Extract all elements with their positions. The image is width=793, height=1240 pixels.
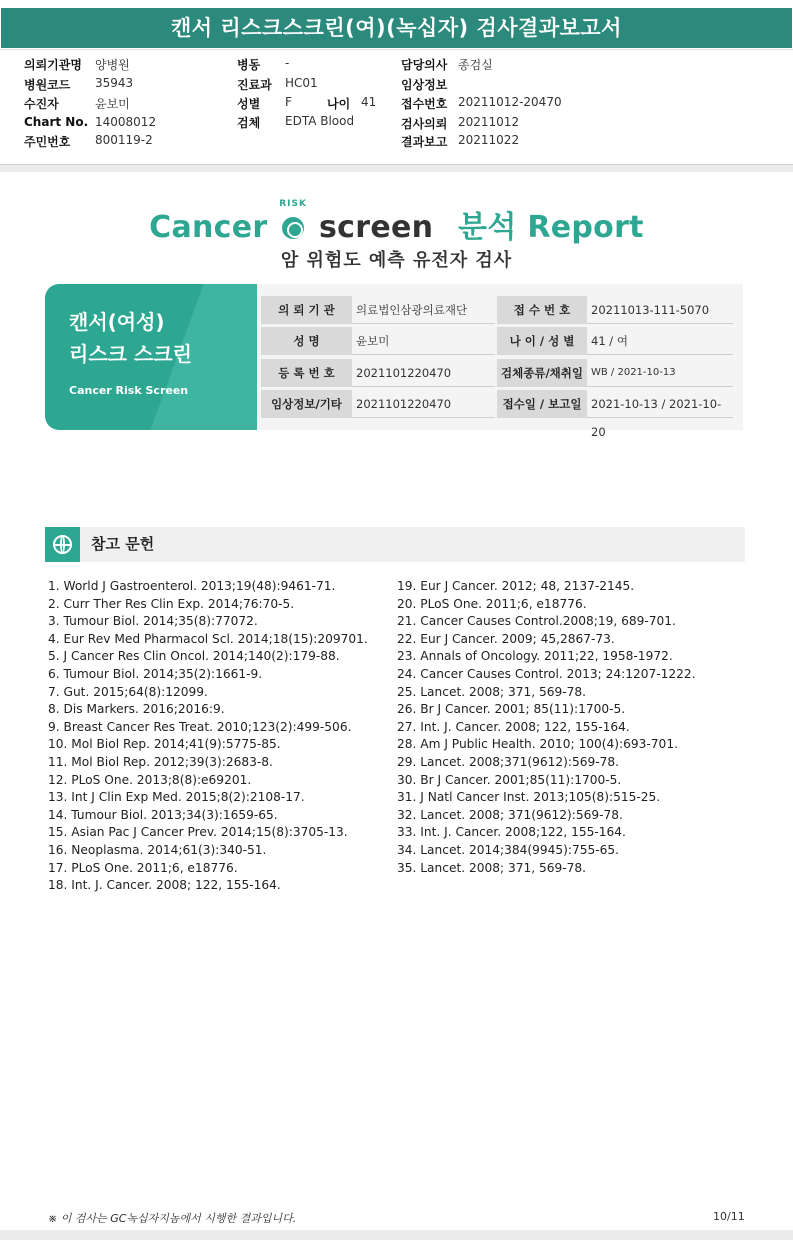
brand-cancer: Cancer [149, 210, 268, 245]
reference-item: 8. Dis Markers. 2016;2016:9. [48, 702, 225, 717]
reference-item: 5. J Cancer Res Clin Oncol. 2014;140(2):179-88. [48, 649, 340, 664]
table-value: 2021101220470 [352, 390, 495, 418]
reference-item: 20. PLoS One. 2011;6, e18776. [397, 596, 587, 611]
reference-item: 10. Mol Biol Rep. 2014;41(9):5775-85. [48, 737, 281, 752]
rrn-value: 800119-2 [95, 133, 153, 147]
page-number: 10/11 [713, 1210, 745, 1223]
accession-label: 접수번호 [401, 97, 448, 111]
reference-item: 25. Lancet. 2008; 371, 569-78. [397, 684, 587, 699]
reference-item: 12. PLoS One. 2013;8(8):e69201. [48, 772, 252, 787]
brand-report: 분석 Report [458, 210, 644, 245]
specimen-label: 검체 [237, 116, 261, 130]
patient-info-header [0, 50, 793, 165]
references-title: 참고 문헌 [91, 535, 155, 553]
table-value: 2021101220470 [352, 359, 495, 387]
age-value: 41 [361, 95, 377, 109]
footer-note: ※ 이 검사는 GC녹십자지놈에서 시행한 결과입니다. [48, 1212, 297, 1225]
reference-item: 32. Lancet. 2008; 371(9612):569-78. [397, 807, 623, 822]
table-value: 윤보미 [352, 327, 495, 355]
reference-item: 2. Curr Ther Res Clin Exp. 2014;76:70-5. [48, 596, 295, 611]
card-line1: 캔서(여성) [69, 310, 165, 334]
brand-screen: screen [319, 210, 434, 245]
reference-item: 14. Tumour Biol. 2013;34(3):1659-65. [48, 807, 278, 822]
reference-item: 15. Asian Pac J Cancer Prev. 2014;15(8):3705-13. [48, 825, 348, 840]
doctor-label: 담당의사 [401, 58, 448, 72]
sex-label: 성별 [237, 97, 261, 111]
card-english: Cancer Risk Screen [69, 384, 189, 397]
request-label: 검사의뢰 [401, 117, 448, 131]
patient-label: 수진자 [24, 97, 59, 111]
references-right-column [397, 578, 696, 877]
table-value: 2021-10-13 / 2021-10-20 [587, 390, 733, 418]
report-value: 20211022 [458, 133, 520, 147]
brand-logo [0, 199, 793, 246]
reference-item: 4. Eur Rev Med Pharmacol Scl. 2014;18(15):209701. [48, 631, 368, 646]
reference-item: 3. Tumour Biol. 2014;35(8):77072. [48, 614, 258, 629]
report-subtitle: 암 위험도 예측 유전자 검사 [280, 250, 513, 271]
table-value: 의료법인삼광의료재단 [352, 296, 495, 324]
table-label: 검체종류/채취일 [497, 359, 587, 387]
table-value: 20211013-111-5070 [587, 296, 733, 324]
table-label: 나 이 / 성 별 [497, 327, 587, 355]
brand-wordmark [149, 199, 644, 246]
table-label: 성 명 [261, 327, 352, 355]
reference-item: 11. Mol Biol Rep. 2012;39(3):2683-8. [48, 754, 273, 769]
references-left-column [48, 578, 368, 895]
table-label: 등 록 번 호 [261, 359, 352, 387]
card-line2: 리스크 스크린 [69, 342, 192, 366]
accession-value: 20211012-20470 [458, 95, 562, 109]
reference-item: 26. Br J Cancer. 2001; 85(11):1700-5. [397, 702, 626, 717]
reference-item: 19. Eur J Cancer. 2012; 48, 2137-2145. [397, 579, 635, 593]
chart-label: Chart No. [24, 115, 89, 129]
globe-icon [45, 527, 80, 562]
reference-item: 22. Eur J Cancer. 2009; 45,2867-73. [397, 631, 615, 646]
reference-item: 7. Gut. 2015;64(8):12099. [48, 684, 208, 699]
sex-value: F [285, 95, 292, 109]
hospital-value: 양병원 [95, 58, 130, 72]
table-label: 접수일 / 보고일 [497, 390, 587, 418]
reference-item: 21. Cancer Causes Control.2008;19, 689-701. [397, 614, 676, 629]
dept-label: 진료과 [237, 78, 272, 92]
ward-label: 병동 [237, 58, 261, 72]
product-card [45, 284, 257, 430]
table-label: 접 수 번 호 [497, 296, 587, 324]
ward-value: - [285, 56, 290, 70]
reference-item: 27. Int. J. Cancer. 2008; 122, 155-164. [397, 719, 630, 734]
risk-logo-icon [278, 199, 308, 241]
chart-value: 14008012 [95, 115, 157, 129]
reference-item: 17. PLoS One. 2011;6, e18776. [48, 860, 238, 875]
reference-item: 1. World J Gastroenterol. 2013;19(48):9461-71. [48, 579, 336, 593]
code-label: 병원코드 [24, 78, 71, 92]
report-page [0, 172, 793, 1230]
reference-item: 28. Am J Public Health. 2010; 100(4):693-701. [397, 737, 678, 752]
hospital-label: 의뢰기관명 [24, 58, 82, 72]
reference-item: 23. Annals of Oncology. 2011;22, 1958-1972. [397, 649, 673, 664]
table-value: WB / 2021-10-13 [587, 359, 733, 387]
reference-item: 31. J Natl Cancer Inst. 2013;105(8):515-25. [397, 790, 661, 805]
patient-table [257, 284, 743, 439]
reference-item: 34. Lancet. 2014;384(9945):755-65. [397, 842, 620, 857]
report-title: 캔서 리스크스크린(여)(녹십자) 검사결과보고서 [1, 8, 792, 48]
references-header [45, 527, 745, 562]
specimen-value: EDTA Blood [285, 114, 355, 128]
reference-item: 13. Int J Clin Exp Med. 2015;8(2):2108-17. [48, 790, 305, 805]
reference-item: 29. Lancet. 2008;371(9612):569-78. [397, 754, 620, 769]
report-label: 결과보고 [401, 135, 448, 149]
reference-item: 6. Tumour Biol. 2014;35(2):1661-9. [48, 666, 263, 681]
doctor-value: 종검실 [458, 58, 493, 72]
reference-item: 35. Lancet. 2008; 371, 569-78. [397, 860, 587, 875]
reference-item: 30. Br J Cancer. 2001;85(11):1700-5. [397, 772, 622, 787]
rrn-label: 주민번호 [24, 135, 71, 149]
table-label: 의 뢰 기 관 [261, 296, 352, 324]
age-label: 나이 [327, 97, 351, 111]
brand-risk: RISK [279, 199, 307, 209]
table-value: 41 / 여 [587, 327, 733, 355]
dept-value: HC01 [285, 76, 318, 90]
reference-item: 9. Breast Cancer Res Treat. 2010;123(2):499-506. [48, 719, 352, 734]
request-value: 20211012 [458, 115, 520, 129]
reference-item: 24. Cancer Causes Control. 2013; 24:1207-1222. [397, 666, 696, 681]
clinical-label: 임상정보 [401, 78, 448, 92]
table-label: 임상정보/기타 [261, 390, 352, 418]
patient-value: 윤보미 [95, 97, 130, 111]
reference-item: 16. Neoplasma. 2014;61(3):340-51. [48, 842, 267, 857]
code-value: 35943 [95, 76, 134, 90]
reference-item: 33. Int. J. Cancer. 2008;122, 155-164. [397, 825, 626, 840]
reference-item: 18. Int. J. Cancer. 2008; 122, 155-164. [48, 878, 281, 893]
